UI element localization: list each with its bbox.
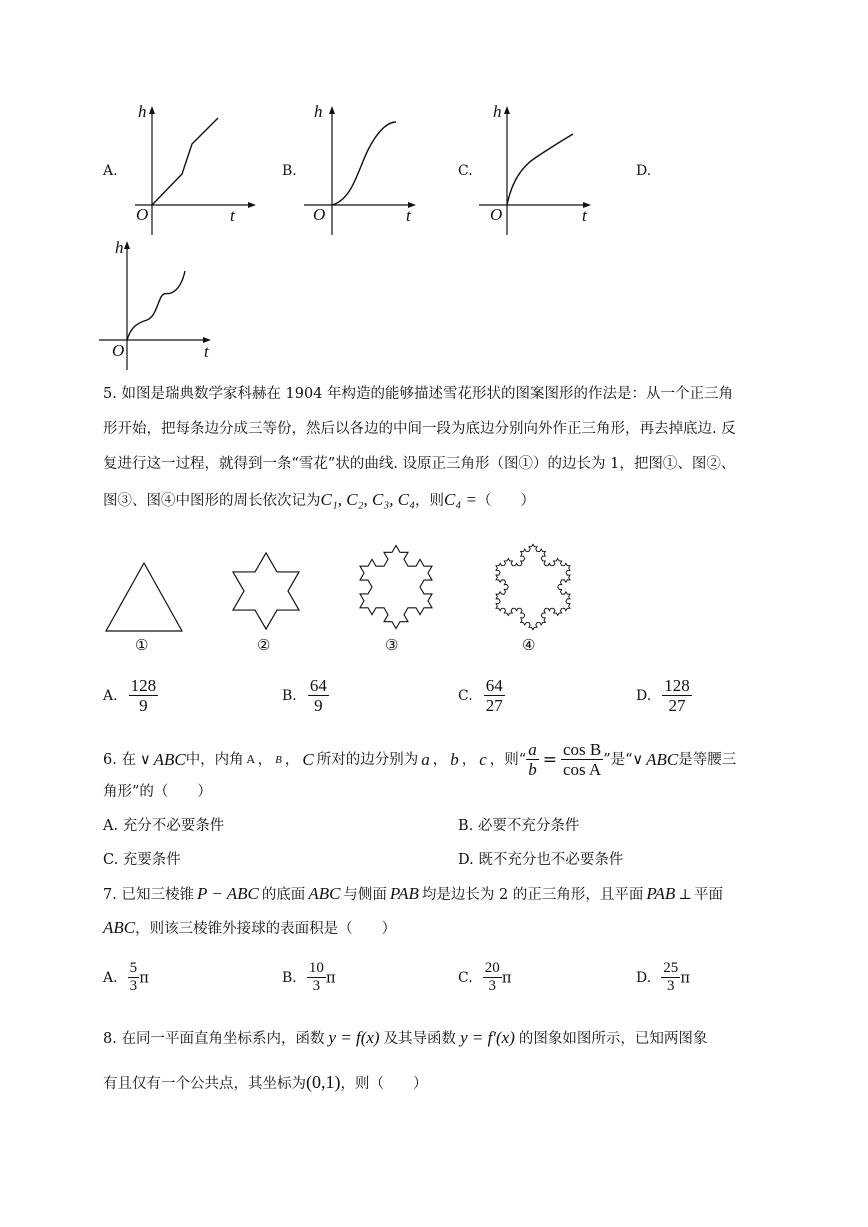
denominator: cos A <box>562 760 602 779</box>
q4-b-t: t <box>406 206 411 225</box>
numerator: 5 <box>129 960 138 976</box>
q4-a-o: O <box>136 205 149 224</box>
q6-fraction-cos <box>561 740 603 779</box>
q4-option-d-letter: D. <box>636 163 652 179</box>
q5-line4-end: （ ） <box>476 493 535 509</box>
q6-option-a[interactable] <box>103 816 224 836</box>
koch-figure-3 <box>346 535 446 635</box>
q5-line4-text-b: ，则 <box>415 493 444 509</box>
q6-angle-c: C <box>302 749 314 769</box>
q5-c4: C₄ = <box>444 490 477 509</box>
q7-pyramid: P − ABC <box>196 884 259 903</box>
q6-side-c: c <box>479 749 487 769</box>
denominator: 27 <box>485 696 503 715</box>
denominator: 3 <box>129 978 138 994</box>
q8-point: (0,1) <box>306 1072 341 1092</box>
option-text: 充要条件 <box>122 852 181 868</box>
q4-a-t: t <box>230 206 235 225</box>
q7-option-a[interactable] <box>103 960 149 995</box>
q8-t2: 的图象如图所示，已知两图象 <box>518 1031 708 1047</box>
q6-option-b[interactable] <box>458 816 579 836</box>
comma: ， <box>257 751 273 768</box>
perp-symbol: ⊥ <box>678 887 692 903</box>
comma: ， <box>432 751 448 768</box>
q6-side-b: b <box>450 749 459 769</box>
koch-figure-4 <box>483 533 583 633</box>
option-text: 既不充分也不必要条件 <box>478 852 624 868</box>
q7-abc-2: ABC <box>103 918 136 937</box>
numerator: cos B <box>562 740 602 759</box>
figure-label-2: ② <box>257 636 271 654</box>
q8-t1: 及其导函数 <box>383 1031 457 1047</box>
q5-option-a[interactable] <box>103 676 158 715</box>
q6-angle-b: B <box>275 753 282 766</box>
q7-option-a-fraction <box>128 960 140 995</box>
q8-line-2 <box>103 1072 428 1094</box>
figure-label-3: ③ <box>385 636 399 654</box>
q6-option-d[interactable] <box>458 850 623 870</box>
q5-option-c-fraction <box>484 676 505 715</box>
q4-graphs <box>0 0 868 370</box>
comma: ， <box>284 751 300 768</box>
q5-option-a-letter: A. <box>103 688 118 704</box>
q4-d-t: t <box>204 342 209 361</box>
q7-t2: 与侧面 <box>343 887 387 903</box>
q6-is: ”是“ <box>603 751 633 768</box>
q7-t3: 均是边长为 2 的正三角形，且平面 <box>421 887 644 903</box>
q5-option-b-letter: B. <box>282 688 297 704</box>
q7-option-c[interactable] <box>458 960 512 995</box>
pi-symbol: π <box>680 968 691 987</box>
comma: ， <box>461 751 477 768</box>
q4-a-h: h <box>138 102 147 121</box>
denominator: 3 <box>312 978 321 994</box>
q4-d-o: O <box>112 341 125 360</box>
q4-c-h: h <box>493 102 502 121</box>
q7-line2-text: ，则该三棱锥外接球的表面积是（ ） <box>135 921 397 937</box>
q8-line-1 <box>103 1028 707 1049</box>
q7-pre: 7. 已知三棱锥 <box>103 887 194 903</box>
numerator: 25 <box>663 960 679 976</box>
koch-curve <box>233 553 299 629</box>
q5-option-c-letter: C. <box>458 688 473 704</box>
option-letter: B. <box>458 818 474 834</box>
q7-option-b[interactable] <box>282 960 336 995</box>
numerator: 10 <box>308 960 324 976</box>
q6-tail: 是等腰三 <box>678 751 737 768</box>
triangle-symbol: ∨ <box>139 751 151 768</box>
q7-pab-2: PAB <box>646 884 676 903</box>
q4-b-h: h <box>314 102 323 121</box>
q7-t4: 平面 <box>693 887 723 903</box>
koch-curve <box>360 545 432 628</box>
q8-derivative: y = f′(x) <box>460 1028 515 1047</box>
q4-d-h: h <box>115 238 124 257</box>
q4-b-o: O <box>313 205 326 224</box>
q7-abc: ABC <box>308 884 341 903</box>
q5-option-d-letter: D. <box>636 688 652 704</box>
q8-pre: 8. 在同一平面直角坐标系内，函数 <box>103 1031 325 1047</box>
numerator: a <box>528 740 537 759</box>
q5-line-3: 复进行这一过程，就得到一条“雪花”状的曲线. 设原正三角形（图①）的边长为 1，把图①、图②、 <box>103 456 736 472</box>
q5-option-c[interactable] <box>458 676 505 715</box>
triangle-symbol: ∨ <box>632 751 644 768</box>
option-letter: C. <box>103 852 119 868</box>
denominator: 3 <box>488 978 497 994</box>
q5-line-1: 5. 如图是瑞典数学家科赫在 1904 年构造的能够描述雪花形状的图案图形的作法是：从一个正三角 <box>103 386 734 402</box>
figure-label-1: ① <box>135 636 149 654</box>
q8-line2-b: ，则（ ） <box>340 1076 428 1092</box>
q8-line2-a: 有且仅有一个公共点，其坐标为 <box>103 1076 306 1092</box>
q6-line-2: 角形”的（ ） <box>103 784 212 800</box>
koch-figure-2 <box>222 545 312 635</box>
q5-line4-text-a: 图③、图④中图形的周长依次记为 <box>103 493 321 509</box>
q5-line-2: 形开始，把每条边分成三等份，然后以各边的中间一段为底边分别向外作正三角形，再去掉底边. 反 <box>103 421 736 437</box>
q6-abc: ABC <box>153 749 186 769</box>
option-text: 充分不必要条件 <box>122 818 225 834</box>
q7-option-d-fraction <box>661 960 680 995</box>
option-letter: B. <box>282 970 297 986</box>
q6-angle-a: A <box>246 752 255 766</box>
q7-option-d[interactable] <box>636 960 690 995</box>
denominator: 9 <box>139 696 148 715</box>
pi-symbol: π <box>325 968 336 987</box>
q5-option-b-fraction <box>308 676 329 715</box>
numerator: 128 <box>664 676 690 695</box>
q5-option-d-fraction <box>662 676 692 715</box>
q4-c-o: O <box>490 205 503 224</box>
q6-abc-2: ABC <box>646 749 679 769</box>
denominator: 27 <box>668 696 686 715</box>
q7-option-c-fraction <box>483 960 502 995</box>
q5-perimeter-vars: C₁, C₂, C₃, C₄ <box>320 490 415 509</box>
koch-curve <box>496 544 570 629</box>
option-text: 必要不充分条件 <box>477 818 580 834</box>
q4-option-b-letter: B. <box>282 163 297 179</box>
option-letter: C. <box>458 970 473 986</box>
q6-pre: 6. 在 <box>103 751 136 768</box>
q6-fraction-ab <box>526 740 539 779</box>
q8-function: y = f(x) <box>328 1028 380 1047</box>
numerator: 64 <box>485 676 503 695</box>
figure-label-4: ④ <box>522 636 536 654</box>
option-letter: A. <box>103 970 118 986</box>
pi-symbol: π <box>501 968 512 987</box>
q7-pab: PAB <box>389 884 419 903</box>
pi-symbol: π <box>139 968 150 987</box>
q4-c-t: t <box>582 206 587 225</box>
option-letter: A. <box>103 818 119 834</box>
denominator: 9 <box>314 696 323 715</box>
q6-side-a: a <box>421 749 430 769</box>
q5-option-d[interactable] <box>636 676 692 715</box>
q6-then: ，则“ <box>489 751 527 768</box>
denominator: b <box>528 760 537 779</box>
q6-option-c[interactable] <box>103 850 181 870</box>
q7-line-2 <box>103 918 396 939</box>
option-letter: D. <box>636 970 652 986</box>
denominator: 3 <box>667 978 675 994</box>
option-letter: D. <box>458 852 474 868</box>
numerator: 64 <box>309 676 327 695</box>
q7-line-1 <box>103 884 723 905</box>
q5-option-a-fraction <box>129 676 159 715</box>
q4-option-c-letter: C. <box>458 163 473 179</box>
q5-line-4 <box>103 490 535 511</box>
equals: = <box>542 749 557 770</box>
q5-option-b[interactable] <box>282 676 329 715</box>
numerator: 20 <box>484 960 500 976</box>
q6-mid2: 所对的边分别为 <box>316 751 419 768</box>
q4-option-a-letter: A. <box>103 163 118 179</box>
q6-mid1: 中，内角 <box>185 751 244 768</box>
q7-t1: 的底面 <box>261 887 306 903</box>
q7-option-b-fraction <box>307 960 326 995</box>
numerator: 128 <box>130 676 157 695</box>
koch-figure-1 <box>100 558 190 648</box>
q6-line-1 <box>103 740 736 779</box>
